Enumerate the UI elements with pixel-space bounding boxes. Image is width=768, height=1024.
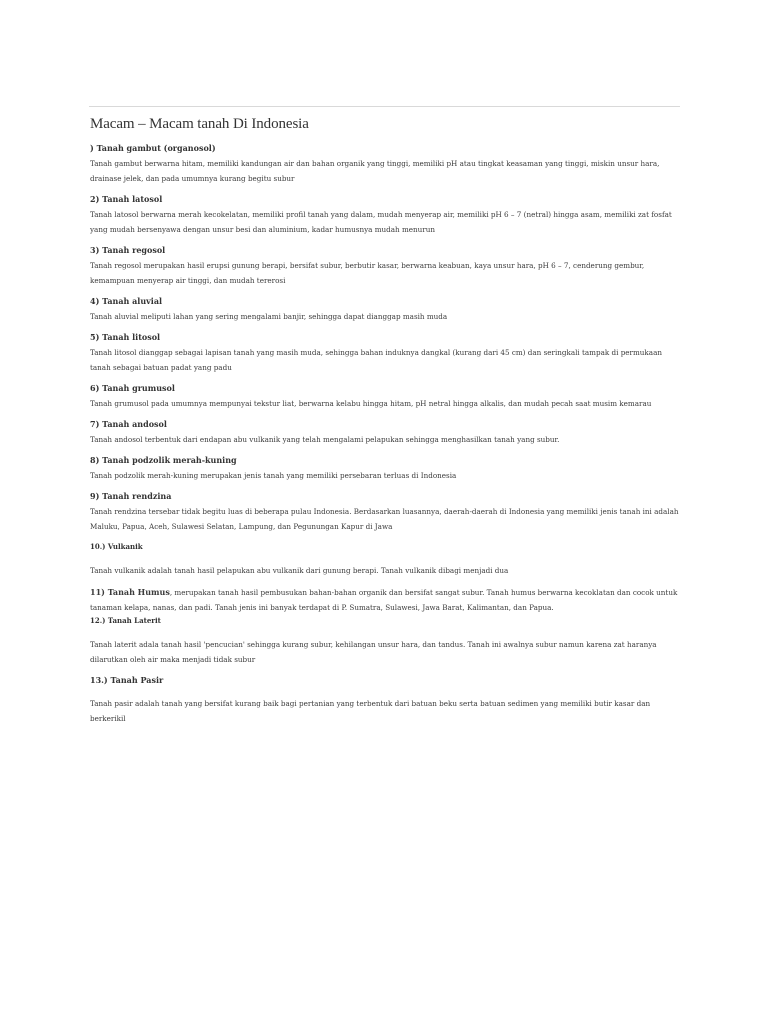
section-podzolik: [90, 454, 680, 483]
section-aluvial: [90, 295, 680, 324]
section-grumusol: [90, 382, 680, 411]
section-gambut: [90, 142, 680, 186]
section-body: Tanah litosol dianggap sebagai lapisan tanah yang masih muda, sehingga bahan induknya dangkal (kurang dari 45 cm) dan seringkali tampak di permukaan tanah sebagai batuan padat yang padu: [90, 348, 662, 372]
section-body: Tanah aluvial meliputi lahan yang sering mengalami banjir, sehingga dapat dianggap masih muda: [90, 312, 448, 321]
section-humus: [90, 585, 680, 615]
section-body: Tanah latosol berwarna merah kecokelatan, memiliki profil tanah yang dalam, mudah menyerap air, memiliki pH 6 – 7 (netral) hingga asam, memiliki zat fosfat yang mudah bersenyawa dengan unsur besi dan aluminium, kadar humusnya mudah menurun: [90, 210, 672, 234]
section-body: Tanah regosol merupakan hasil erupsi gunung berapi, bersifat subur, berbutir kasar, berwarna keabuan, kaya unsur hara, pH 6 – 7, cenderung gembur, kemampuan menyerap air tinggi, dan mudah tererosi: [90, 261, 645, 285]
humus-body-text: , merupakan tanah hasil pembusukan bahan-bahan organik dan bersifat sangat subur. Tanah humus berwarna kecoklatan dan cocok untuk tanaman kelapa, nanas, dan padi. Tanah jenis ini banyak terdapat di P. Sumatra, Sulawesi, Jawa Barat, Kalimantan, dan Papua.: [90, 588, 678, 612]
section-heading: 11) Tanah Humus: [90, 587, 170, 597]
section-heading: 7) Tanah andosol: [90, 419, 167, 429]
section-heading: 9) Tanah rendzina: [90, 491, 172, 501]
section-vulkanik: [90, 541, 680, 578]
section-body: [90, 585, 680, 615]
section-litosol: [90, 331, 680, 375]
section-body: Tanah podzolik merah-kuning merupakan jenis tanah yang memiliki persebaran terluas di Indonesia: [90, 471, 457, 480]
top-divider: [89, 106, 680, 107]
section-heading: 4) Tanah aluvial: [90, 296, 163, 306]
section-body: Tanah gambut berwarna hitam, memiliki kandungan air dan bahan organik yang tinggi, memiliki pH atau tingkat keasaman yang tinggi, miskin unsur hara, drainase jelek, dan pada umumnya kurang begitu subur: [90, 159, 660, 183]
section-heading: 3) Tanah regosol: [90, 245, 166, 255]
section-body: Tanah laterit adala tanah hasil 'pencucian' sehingga kurang subur, kehilangan unsur hara, dan tandus. Tanah ini awalnya subur namun karena zat haranya dilarutkan oleh air maka menjadi tidak subur: [90, 640, 657, 664]
document-title: Macam – Macam tanah Di Indonesia: [90, 116, 309, 132]
section-heading: 12.) Tanah Laterit: [90, 616, 161, 625]
section-latosol: [90, 193, 680, 237]
section-heading: 10.) Vulkanik: [90, 542, 143, 551]
section-rendzina: [90, 490, 680, 534]
section-heading: 13.) Tanah Pasir: [90, 675, 164, 685]
section-heading: 5) Tanah litosol: [90, 332, 161, 342]
section-pasir: [90, 674, 680, 726]
section-heading: 2) Tanah latosol: [90, 194, 163, 204]
section-body: Tanah rendzina tersebar tidak begitu luas di beberapa pulau Indonesia. Berdasarkan luasannya, daerah-daerah di Indonesia yang memiliki jenis tanah ini adalah Maluku, Papua, Aceh, Sulawesi Selatan, Lampung, dan Pegunungan Kapur di Jawa: [90, 507, 679, 531]
section-heading: 6) Tanah grumusol: [90, 383, 175, 393]
section-heading: 8) Tanah podzolik merah-kuning: [90, 455, 237, 465]
section-laterit: [90, 615, 680, 667]
section-body: Tanah pasir adalah tanah yang bersifat kurang baik bagi pertanian yang terbentuk dari batuan beku serta batuan sedimen yang memiliki butir kasar dan berkerikil: [90, 699, 651, 723]
section-body: Tanah grumusol pada umumnya mempunyai tekstur liat, berwarna kelabu hingga hitam, pH netral hingga alkalis, dan mudah pecah saat musim kemarau: [90, 399, 652, 408]
section-andosol: [90, 418, 680, 447]
section-regosol: [90, 244, 680, 288]
section-body: Tanah andosol terbentuk dari endapan abu vulkanik yang telah mengalami pelapukan sehingga menghasilkan tanah yang subur.: [90, 435, 560, 444]
section-body: Tanah vulkanik adalah tanah hasil pelapukan abu vulkanik dari gunung berapi. Tanah vulkanik dibagi menjadi dua: [90, 566, 509, 575]
section-heading: ) Tanah gambut (organosol): [90, 143, 216, 153]
document-content: [90, 115, 680, 733]
